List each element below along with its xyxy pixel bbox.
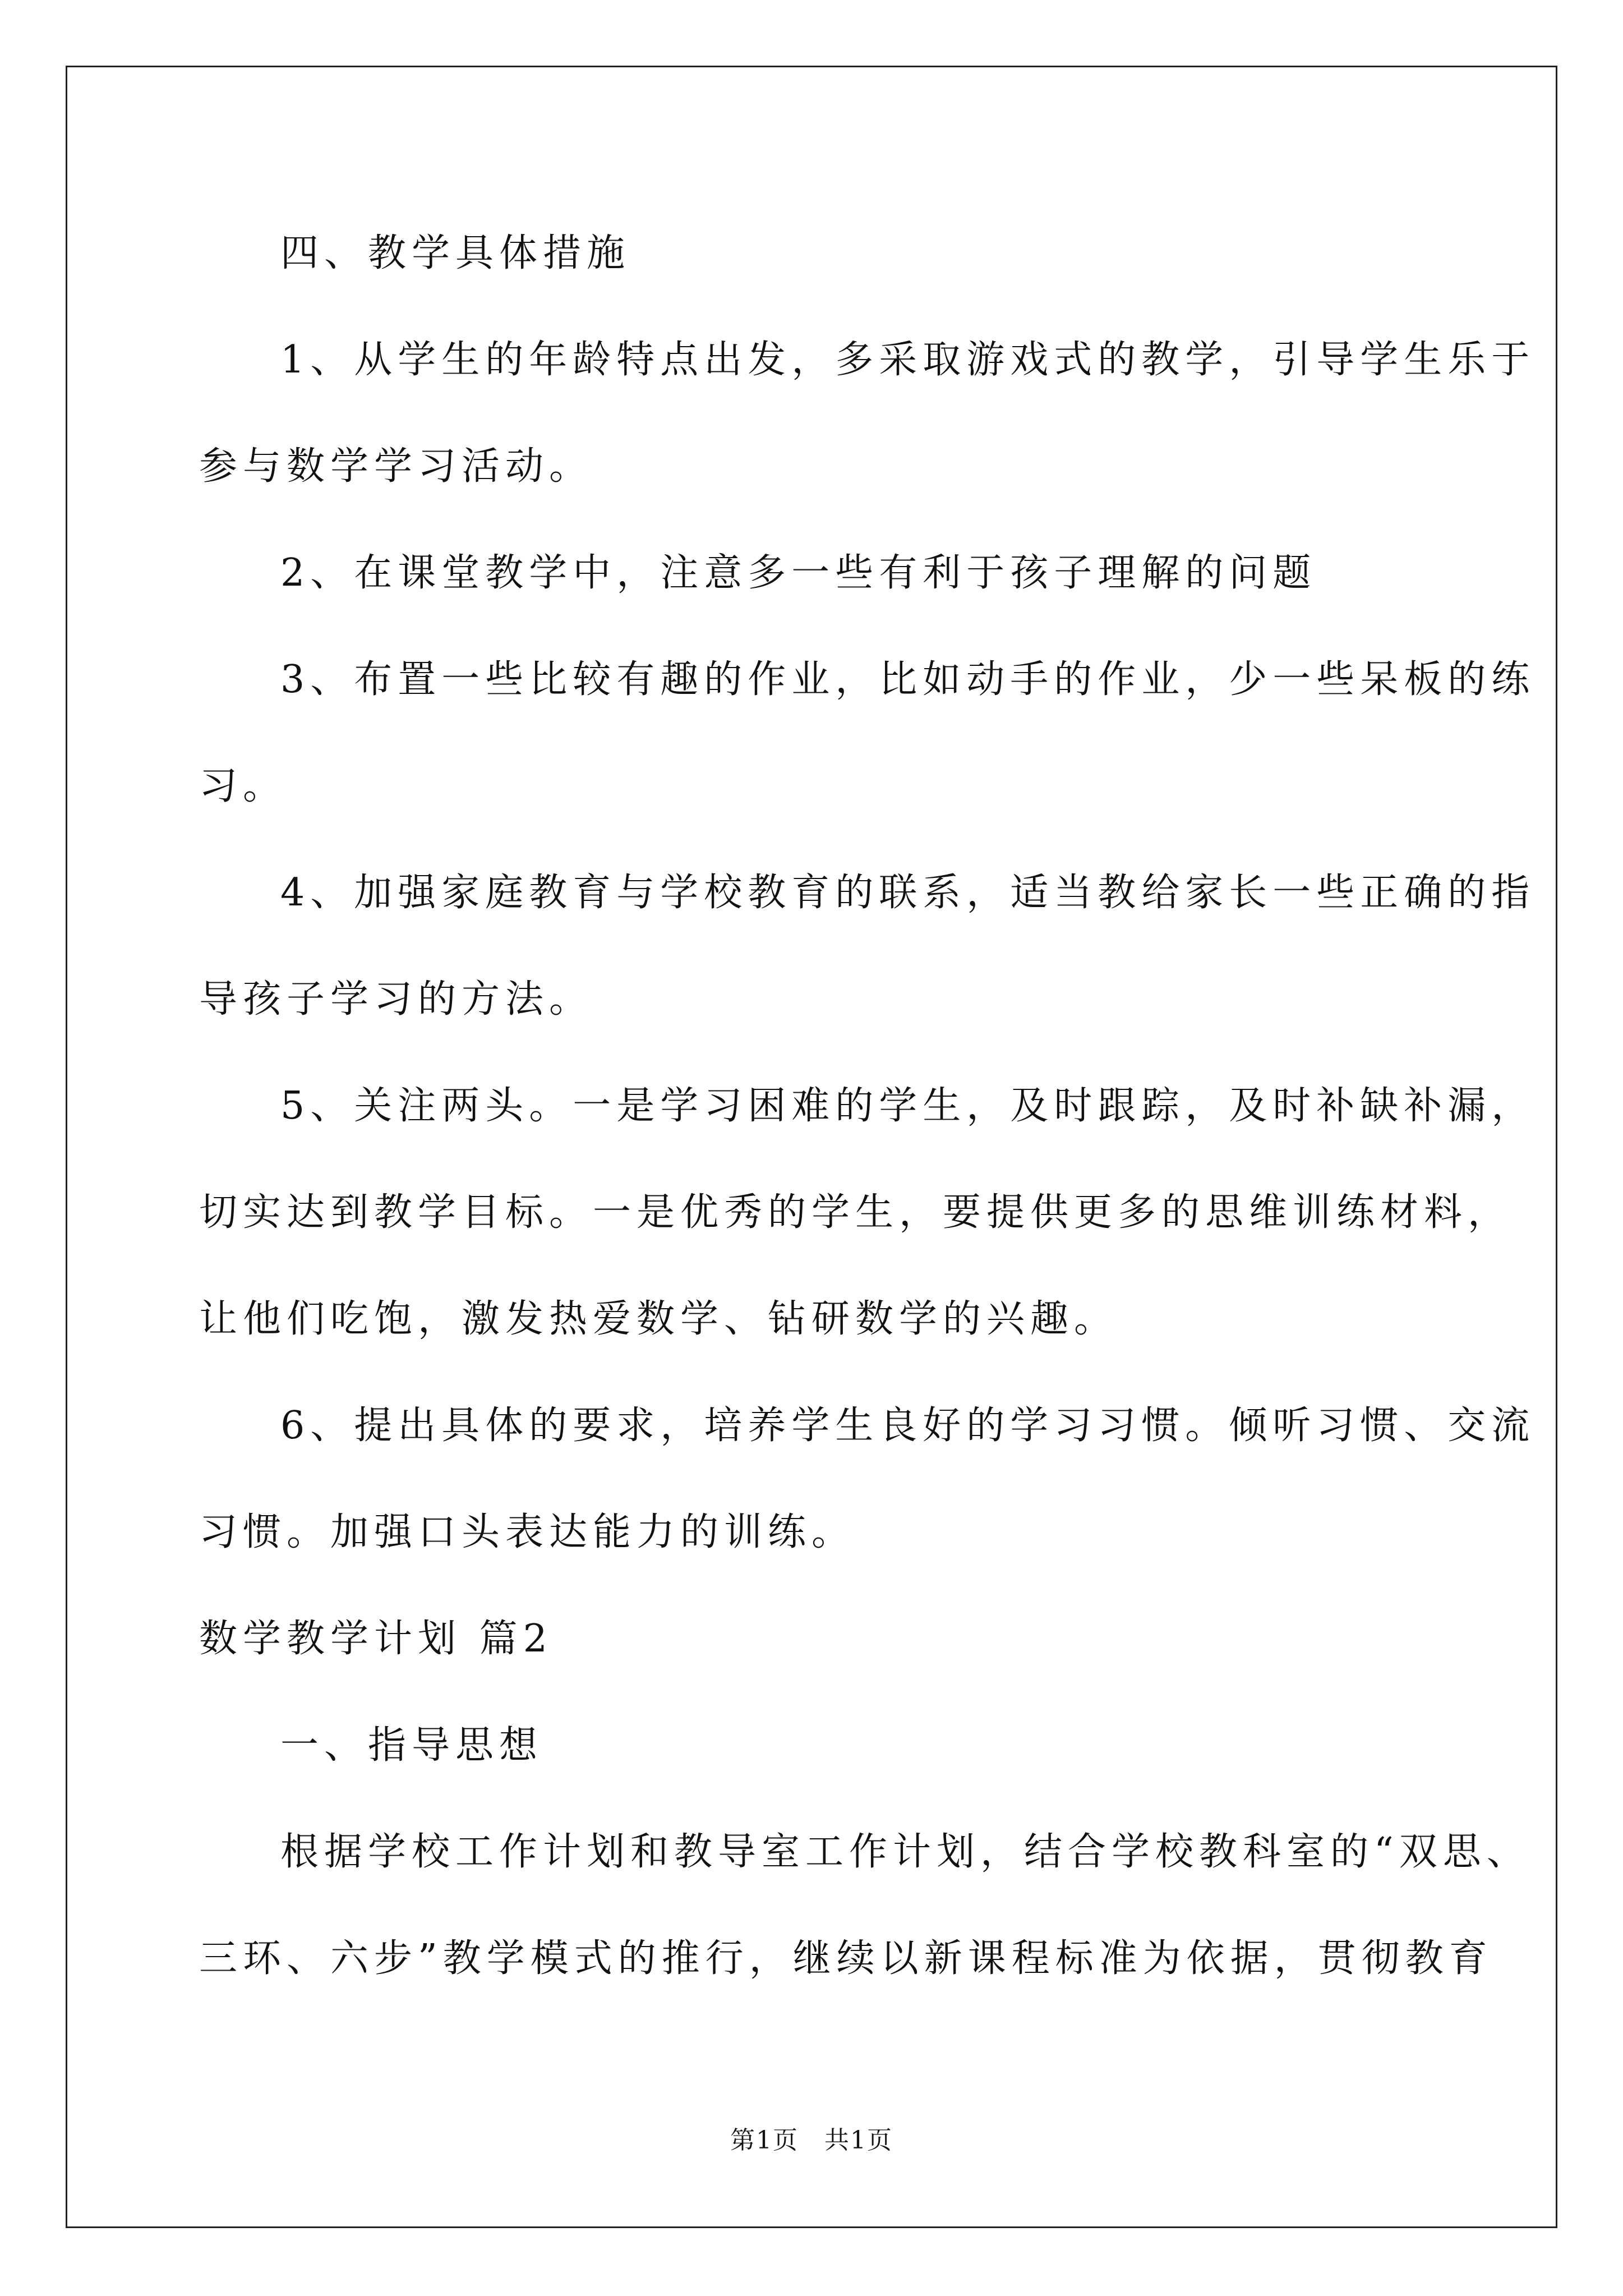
section-heading-measures: 四、教学具体措施: [280, 231, 631, 275]
paragraph-5-line-3: 让他们吃饱，激发热爱数学、钻研数学的兴趣。: [199, 1297, 1118, 1341]
paragraph-5-line-1: 5、关注两头。一是学习困难的学生，及时跟踪，及时补缺补漏，: [280, 1084, 1536, 1128]
paragraph-9-line-1: 根据学校工作计划和教导室工作计划，结合学校教科室的“双思、: [280, 1830, 1530, 1874]
paragraph-1-line-2: 参与数学学习活动。: [199, 444, 593, 489]
paragraph-4-line-2: 导孩子学习的方法。: [199, 977, 593, 1022]
paragraph-4-line-1: 4、加强家庭教育与学校教育的联系，适当教给家长一些正确的指: [280, 871, 1536, 915]
page-number-footer: 第1页 共1页: [730, 2126, 893, 2155]
paragraph-2-line-1: 2、在课堂教学中，注意多一些有利于孩子理解的问题: [280, 551, 1317, 595]
paragraph-6-line-2: 习惯。加强口头表达能力的训练。: [199, 1510, 856, 1554]
paragraph-3-line-2: 习。: [199, 764, 287, 808]
article-title-part-2: 数学教学计划 篇2: [199, 1617, 553, 1661]
page-border: [66, 66, 1557, 2228]
paragraph-5-line-2: 切实达到教学目标。一是优秀的学生，要提供更多的思维训练材料，: [199, 1190, 1512, 1235]
paragraph-3-line-1: 3、布置一些比较有趣的作业，比如动手的作业，少一些呆板的练: [280, 657, 1536, 702]
paragraph-9-line-2: 三环、六步”教学模式的推行，继续以新课程标准为依据，贯彻教育: [199, 1936, 1493, 1981]
paragraph-6-line-1: 6、提出具体的要求，培养学生良好的学习习惯。倾听习惯、交流: [280, 1404, 1536, 1448]
section-heading-guiding-ideas: 一、指导思想: [280, 1723, 543, 1768]
paragraph-1-line-1: 1、从学生的年龄特点出发，多采取游戏式的教学，引导学生乐于: [280, 338, 1536, 382]
